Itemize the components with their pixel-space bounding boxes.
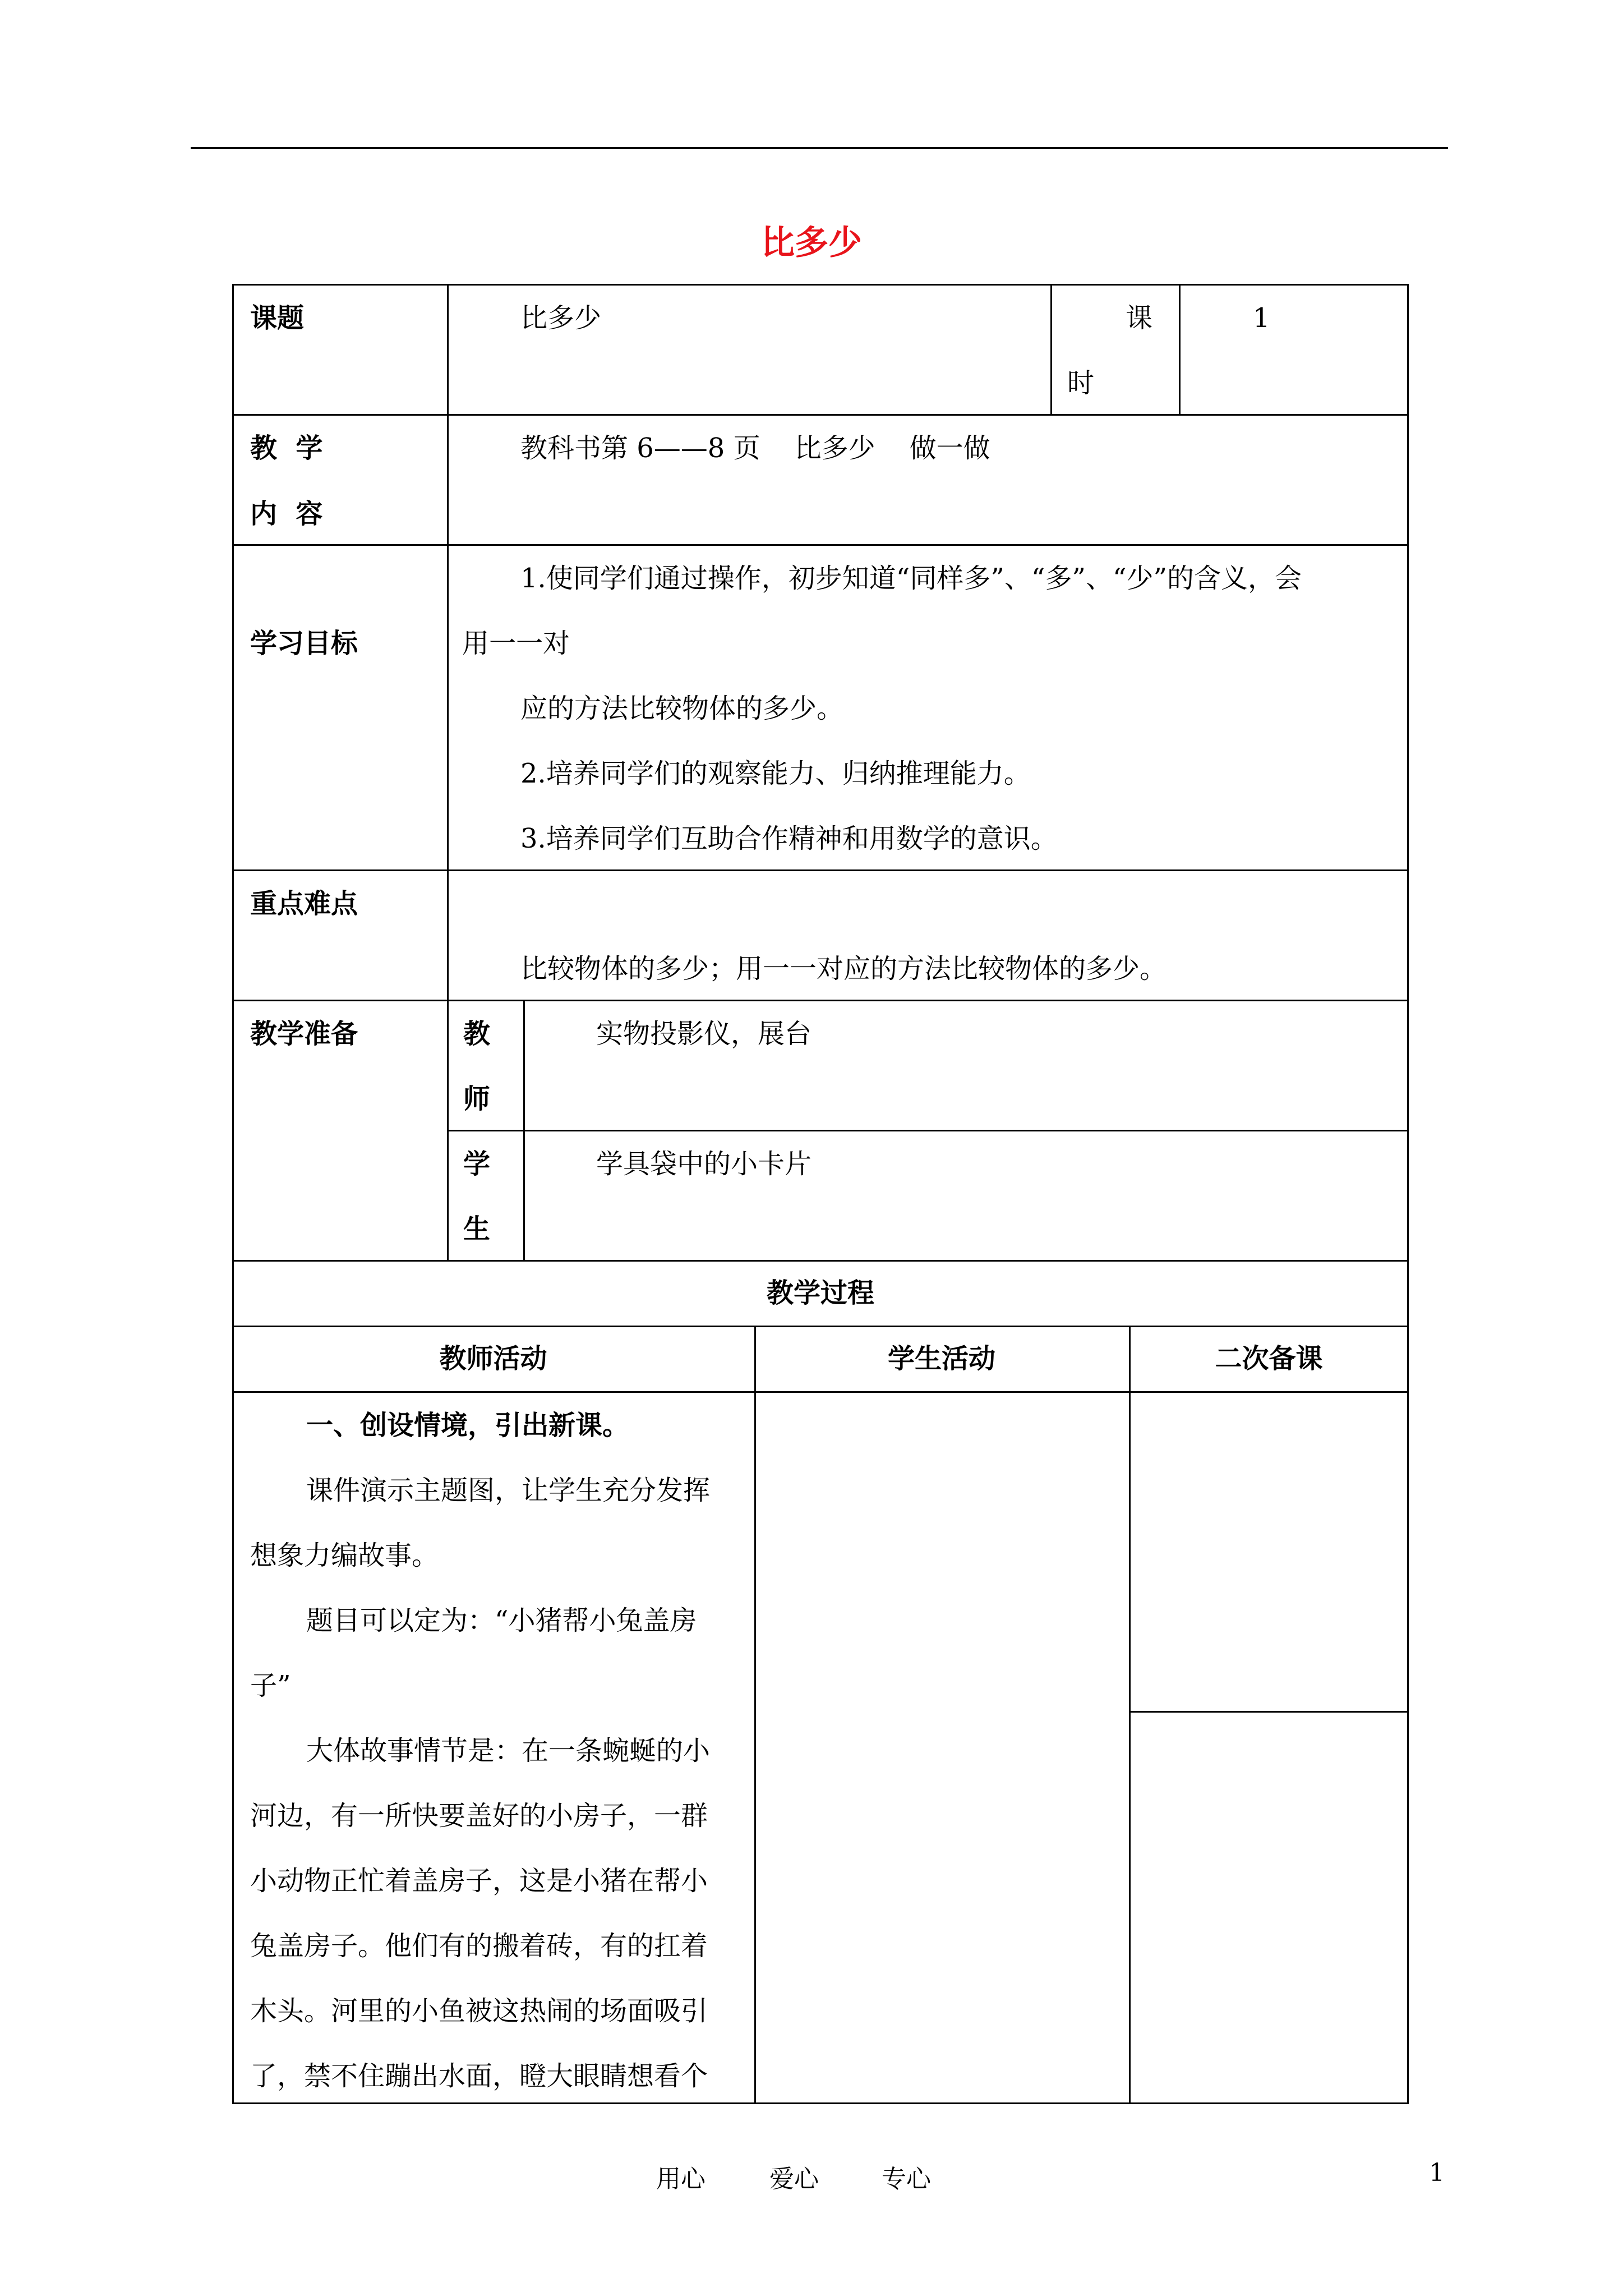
difficulty-label: 重点难点: [250, 888, 358, 919]
column-header-notes: 二次备课: [1215, 1343, 1323, 1374]
table-rule: [232, 414, 1409, 416]
table-rule: [232, 1326, 1409, 1327]
table-rule: [232, 1391, 1409, 1393]
difficulty-value: 比较物体的多少；用一一对应的方法比较物体的多少。: [520, 953, 1167, 984]
period-label: 课: [1126, 302, 1153, 334]
table-rule: [447, 284, 449, 1262]
topic-label: 课题: [250, 302, 305, 334]
table-rule: [232, 869, 1409, 871]
footer-motto: 专心: [882, 2165, 931, 2193]
content-value: 教科书第 6——8 页 比多少 做一做: [520, 432, 990, 464]
prep-teacher-label: 师: [463, 1083, 491, 1115]
column-header-teacher: 教师活动: [439, 1343, 547, 1374]
goals-label: 学习目标: [250, 628, 358, 659]
teacher-activity-line: 木头。河里的小鱼被这热闹的场面吸引: [250, 1995, 708, 2027]
goal-line: 3.培养同学们互助合作精神和用数学的意识。: [520, 823, 1058, 854]
teacher-activity-heading: 一、创设情境，引出新课。: [306, 1410, 630, 1441]
teacher-activity-line: 了，禁不住蹦出水面，瞪大眼睛想看个: [250, 2060, 708, 2092]
table-rule: [1129, 1326, 1131, 2104]
table-rule: [447, 1130, 1409, 1131]
page-number: 1: [1429, 2159, 1445, 2187]
table-rule: [1407, 284, 1409, 2104]
footer-motto: 用心: [656, 2165, 706, 2193]
goal-line: 2.培养同学们的观察能力、归纳推理能力。: [520, 758, 1031, 789]
table-rule: [232, 284, 234, 2104]
teacher-activity-line: 兔盖房子。他们有的搬着砖，有的扛着: [250, 1930, 708, 1962]
table-rule: [232, 544, 1409, 546]
teacher-activity-line: 课件演示主题图，让学生充分发挥: [306, 1475, 711, 1506]
content-label: 教 学: [250, 432, 323, 464]
prep-student-label: 学: [463, 1148, 491, 1180]
footer-motto: 爱心: [769, 2165, 819, 2193]
page-title: 比多少: [761, 223, 862, 263]
teacher-activity-line: 河边，有一所快要盖好的小房子，一群: [250, 1800, 708, 1832]
goal-line: 应的方法比较物体的多少。: [520, 693, 844, 724]
table-rule: [1050, 284, 1052, 416]
column-header-student: 学生活动: [887, 1343, 995, 1374]
table-rule: [523, 1000, 525, 1262]
goal-line: 用一一对: [462, 628, 570, 659]
table-rule: [1179, 284, 1181, 416]
table-rule: [232, 2102, 1409, 2104]
teacher-activity-line: 想象力编故事。: [250, 1540, 439, 1571]
content-label: 内 容: [250, 498, 323, 530]
table-rule: [232, 1000, 1409, 1001]
prep-student-label: 生: [463, 1213, 491, 1245]
period-value: 1: [1253, 302, 1270, 334]
teacher-activity-line: 题目可以定为：“小猪帮小兔盖房: [306, 1605, 697, 1636]
period-label: 时: [1067, 367, 1095, 399]
table-rule: [1129, 1711, 1409, 1713]
teacher-activity-line: 大体故事情节是：在一条蜿蜒的小: [306, 1735, 711, 1766]
topic-value: 比多少: [520, 302, 602, 334]
prep-teacher-value: 实物投影仪，展台: [596, 1018, 812, 1050]
prep-teacher-label: 教: [463, 1018, 491, 1050]
table-rule: [232, 284, 1409, 286]
teacher-activity-line: 子”: [250, 1670, 291, 1701]
prep-label: 教学准备: [250, 1018, 358, 1050]
table-rule: [232, 1260, 1409, 1262]
table-rule: [754, 1326, 756, 2104]
teacher-activity-line: 小动物正忙着盖房子，这是小猪在帮小: [250, 1865, 708, 1897]
goal-line: 1.使同学们通过操作，初步知道“同样多”、“多”、“少”的含义，会: [520, 563, 1302, 594]
process-header: 教学过程: [766, 1277, 874, 1309]
prep-student-value: 学具袋中的小卡片: [596, 1148, 812, 1180]
